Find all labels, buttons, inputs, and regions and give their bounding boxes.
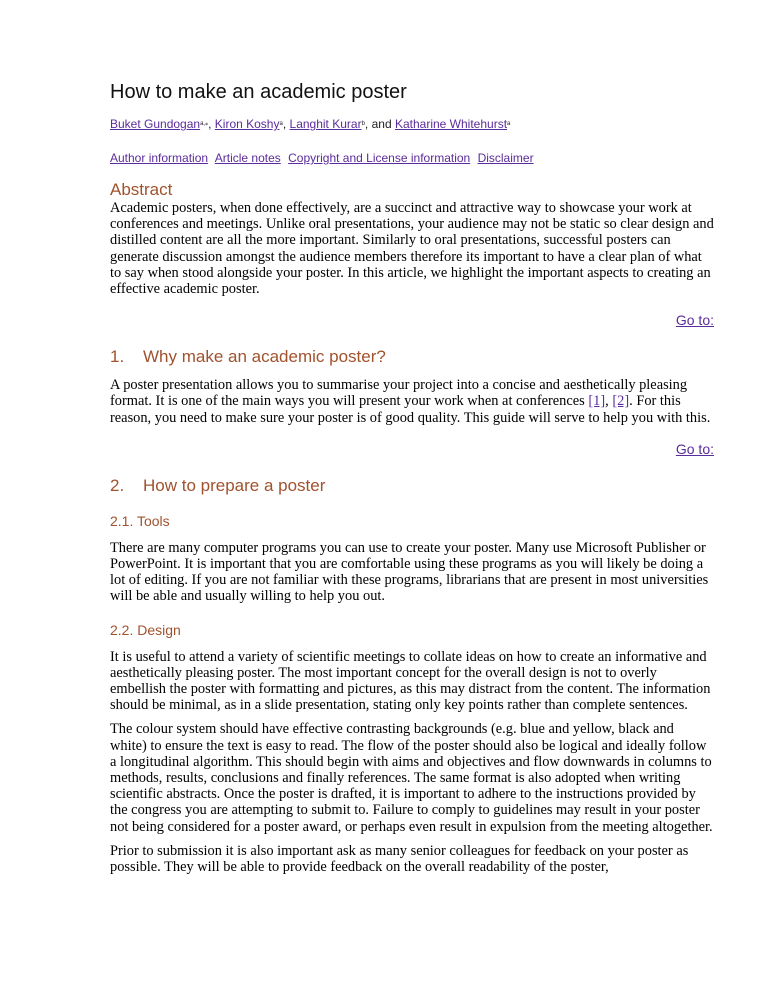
author-affiliation: a,⁎	[200, 121, 209, 127]
goto-link[interactable]: Go to:	[675, 440, 714, 457]
author-list: Buket Gundogan$^{a,⁎}$, Kiron Koshy$^a$, Langhit Kurar$^b$, and Katharine Whitehurst$^a$	[110, 117, 511, 131]
author-link-whitehurst[interactable]: Katharine Whitehurst	[394, 117, 508, 131]
section-title: Why make an academic poster?	[143, 347, 386, 367]
subsection-heading-design: 2.2. Design	[110, 621, 181, 638]
article-links	[110, 150, 714, 166]
reference-link-1[interactable]: [1]	[588, 393, 606, 410]
section-heading-prepare	[110, 476, 714, 496]
section-title: How to prepare a poster	[143, 475, 326, 495]
article	[110, 80, 714, 875]
abstract-heading: Abstract	[110, 180, 173, 199]
section-heading-why	[110, 347, 714, 367]
copyright-license-link[interactable]: Copyright and License information	[288, 151, 471, 165]
reference-link-2[interactable]: [2]	[612, 393, 630, 410]
goto-row	[110, 311, 714, 329]
author-information-link[interactable]: Author information	[110, 151, 209, 165]
page-title: How to make an academic poster	[110, 81, 407, 103]
section-why-text: A poster presentation allows you to summarise your project into a concise and aesthetically pleasing format. It is one of the main ways you will present your work when at conferences [1], [2]. For this reason, you need to make sure your poster is of good quality. This guide will serve to help you with this.	[110, 377, 711, 426]
disclaimer-link[interactable]: Disclaimer	[477, 151, 534, 165]
design-paragraph-3: Prior to submission it is also important ask as many senior colleagues for feedback on your poster as possible. They will be able to provide feedback on the overall readability of the poster,	[110, 842, 689, 876]
goto-link[interactable]: Go to:	[675, 312, 714, 329]
author-affiliation: b	[361, 121, 365, 127]
author-affiliation: a	[507, 121, 511, 127]
author-link-koshy[interactable]: Kiron Koshy	[214, 117, 280, 131]
design-paragraph-1: It is useful to attend a variety of scientific meetings to collate ideas on how to create an informative and aesthetically pleasing poster. The most important concept for the overall design is not to overly embellish the poster with formatting and pictures, as this may distract from the content. The information should be minimal, as in a slide presentation, stating only key points rather than complete sentences.	[110, 648, 711, 714]
subsection-heading-tools: 2.1. Tools	[110, 512, 170, 529]
author-link-gundogan[interactable]: Buket Gundogan	[110, 117, 201, 131]
abstract-text: Academic posters, when done effectively, are a succinct and attractive way to showcase your work at conferences and meetings. Unlike oral presentations, your audience may not be static so clear design and distilled content are all the more important. Similarly to oral presentations, successful posters can generate discussion amongst the audience members therefore its important to have a clear plan of what to say when stood alongside your poster. In this article, we highlight the important aspects to creating an effective academic poster.	[110, 200, 714, 298]
goto-row	[110, 440, 714, 458]
author-and: and	[371, 117, 392, 131]
article-notes-link[interactable]: Article notes	[214, 151, 281, 165]
section-number: 1.	[110, 347, 125, 367]
author-affiliation: a	[279, 121, 283, 127]
design-paragraph-2: The colour system should have effective contrasting backgrounds (e.g. blue and yellow, black and white) to ensure the text is easy to read. The flow of the poster should also be logical and ideally follow a longitudinal algorithm. This should begin with aims and objectives and flow downwards in columns to methods, results, conclusions and finally references. The same format is also adopted when writing scientific abstracts. Once the poster is drafted, it is important to adhere to the instructions provided by the congress you are attempting to submit to. Failure to comply to guidelines may result in your poster not being considered for a poster award, or perhaps even result in expulsion from the meeting altogether.	[110, 721, 713, 835]
tools-text: There are many computer programs you can use to create your poster. Many use Microsoft Publisher or PowerPoint. It is important that you are comfortable using these programs as you will likely be doing a lot of editing. If you are not familiar with these programs, librarians that are present in most universities will be able and usually willing to help you out.	[110, 539, 709, 605]
author-link-kurar[interactable]: Langhit Kurar	[289, 117, 362, 131]
section-number: 2.	[110, 475, 125, 495]
